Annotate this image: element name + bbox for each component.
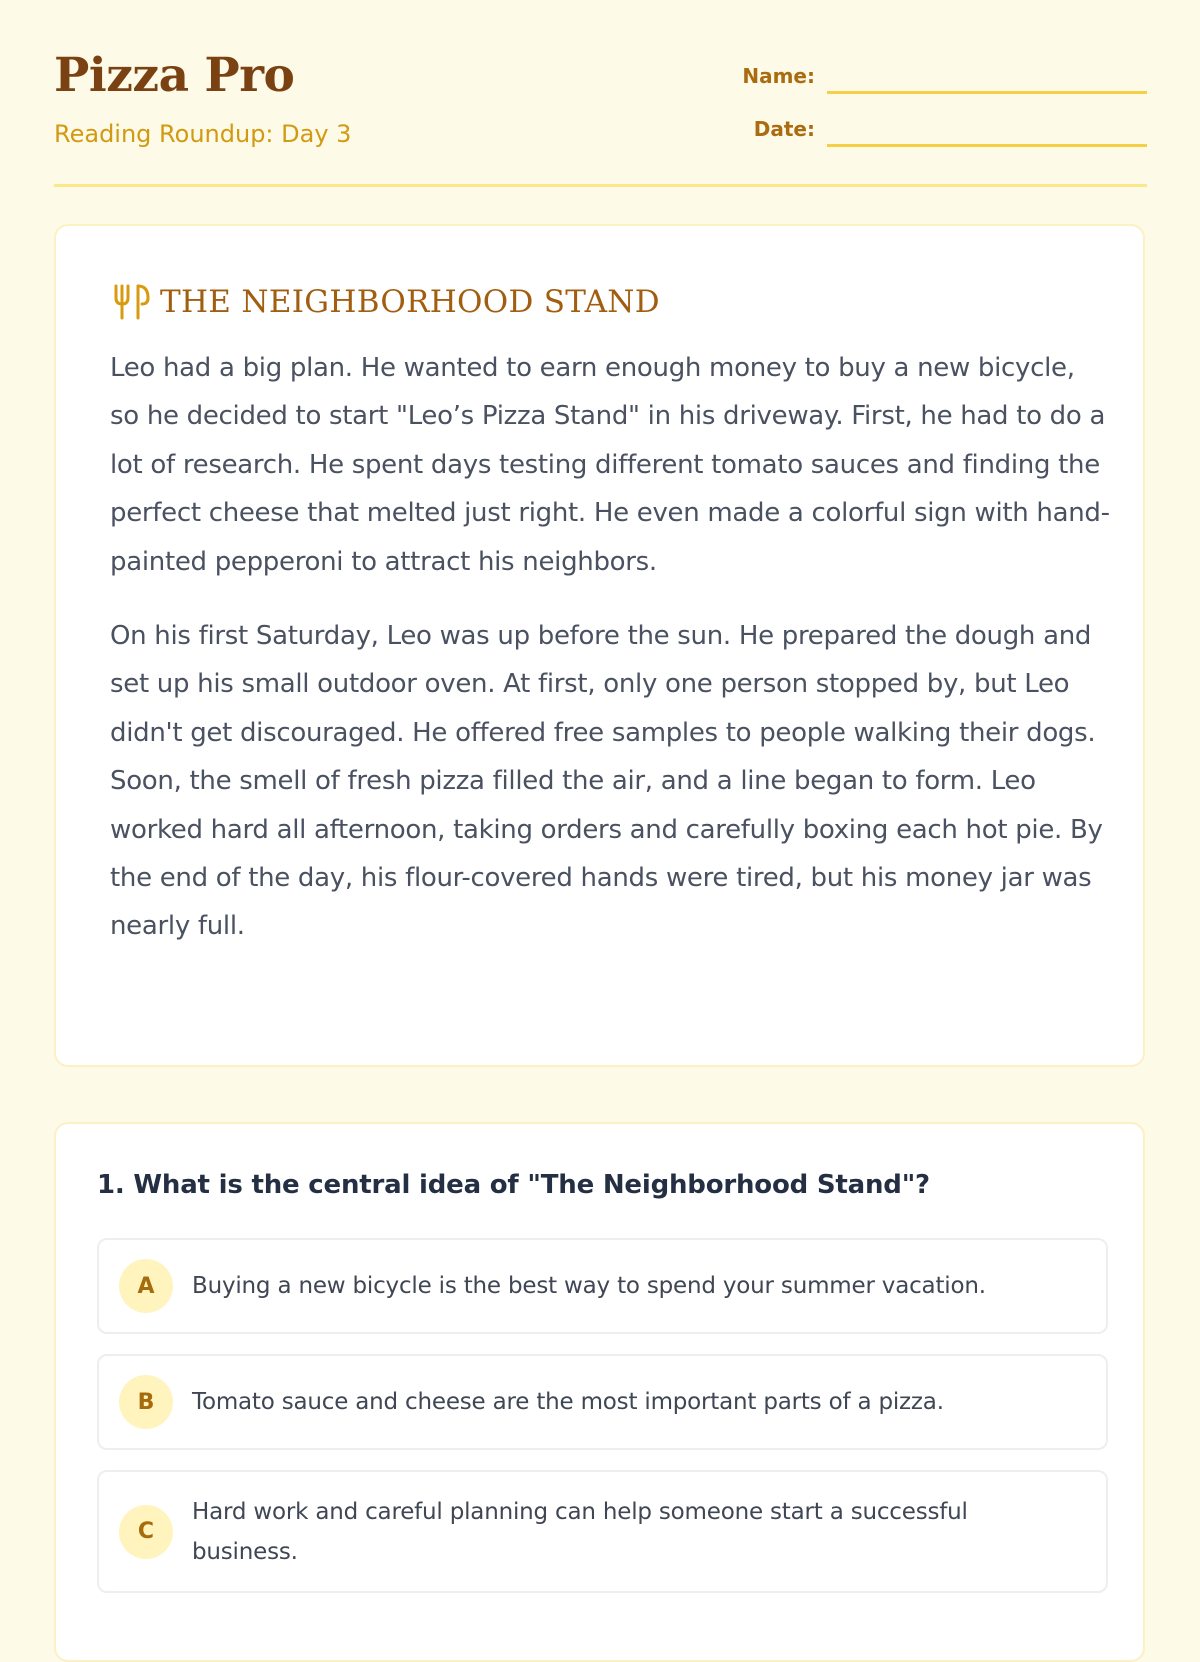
answer-option-c[interactable] bbox=[97, 1470, 1108, 1593]
option-text: Buying a new bicycle is the best way to spend your summer vacation. bbox=[192, 1273, 986, 1299]
answer-option-b[interactable] bbox=[97, 1354, 1108, 1450]
option-text: Tomato sauce and cheese are the most important parts of a pizza. bbox=[192, 1389, 944, 1415]
page-subtitle: Reading Roundup: Day 3 bbox=[54, 120, 352, 148]
question-card bbox=[54, 1122, 1145, 1662]
date-field bbox=[727, 111, 1147, 151]
passage-card bbox=[54, 224, 1145, 1067]
question-text: 1. What is the central idea of "The Neighborhood Stand"? bbox=[97, 1170, 930, 1200]
fork-and-knife-icon bbox=[110, 282, 150, 322]
passage-paragraph: Leo had a big plan. He wanted to earn enough money to buy a new bicycle, so he decided to start "Leo’s Pizza Stand" in his driveway. First, he had to do a lot of research. He spent days testing different tomato sauces and finding the perfect cheese that melted just right. He even made a colorful sign with hand-painted pepperoni to attract his neighbors. bbox=[110, 353, 1110, 577]
option-text: Hard work and careful planning can help someone start a successful business. bbox=[192, 1498, 968, 1565]
passage-body bbox=[110, 344, 1110, 977]
answer-option-a[interactable] bbox=[97, 1238, 1108, 1334]
passage-heading bbox=[110, 282, 660, 322]
name-write-line[interactable] bbox=[827, 91, 1147, 94]
name-label: Name: bbox=[742, 64, 815, 88]
page-title: Pizza Pro bbox=[54, 48, 295, 103]
worksheet-header bbox=[54, 0, 1147, 187]
passage-paragraph: On his first Saturday, Leo was up before the sun. He prepared the dough and set up his small outdoor oven. At first, only one person stopped by, but Leo didn't get discouraged. He offered free samples to people walking their dogs. Soon, the smell of fresh pizza filled the air, and a line began to form. Leo worked hard all afternoon, taking orders and carefully boxing each hot pie. By the end of the day, his flour-covered hands were tired, but his money jar was nearly full. bbox=[110, 621, 1103, 942]
passage-title: THE NEIGHBORHOOD STAND bbox=[160, 284, 660, 320]
option-letter-badge: A bbox=[119, 1259, 173, 1313]
date-label: Date: bbox=[753, 117, 815, 141]
name-field bbox=[727, 58, 1147, 98]
option-letter-badge: B bbox=[119, 1375, 173, 1429]
date-write-line[interactable] bbox=[827, 144, 1147, 147]
option-letter-badge: C bbox=[119, 1505, 173, 1559]
